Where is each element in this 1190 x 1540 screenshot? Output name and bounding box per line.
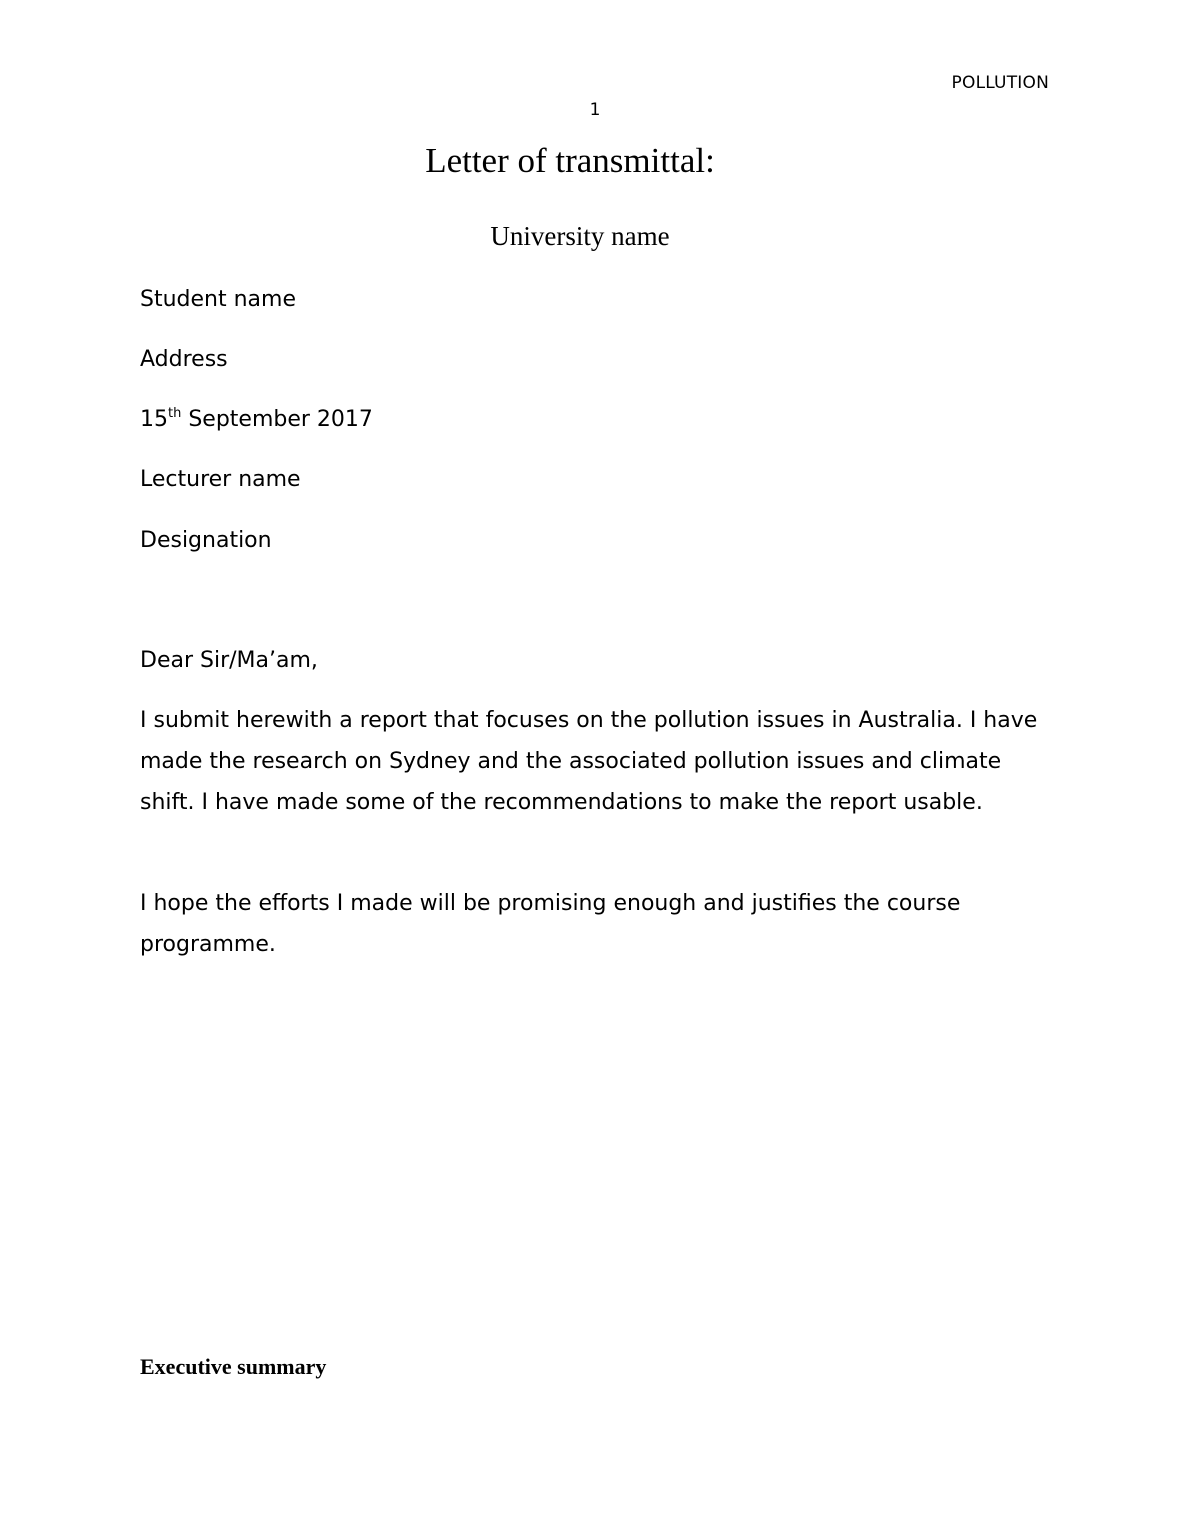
designation: Designation	[140, 528, 272, 553]
letter-date	[140, 407, 373, 433]
page-number: 1	[589, 100, 601, 120]
address: Address	[140, 347, 228, 372]
lecturer-name: Lecturer name	[140, 467, 301, 492]
date-month-year: September 2017	[181, 407, 373, 432]
body-paragraph-2: I hope the efforts I made will be promising enough and justifies the course programme.	[140, 891, 961, 957]
date-day: 15	[140, 407, 168, 432]
salutation: Dear Sir/Ma’am,	[140, 648, 318, 673]
student-name: Student name	[140, 287, 296, 312]
university-name: University name	[490, 221, 670, 251]
body-paragraph-1: I submit herewith a report that focuses on the pollution issues in Australia. I have made the research on Sydney and the associated pollution issues and climate shift. I have made some of the recommendations to make the report usable.	[140, 708, 1038, 815]
date-ordinal-suffix: th	[168, 406, 182, 421]
section-heading-executive-summary: Executive summary	[140, 1354, 327, 1379]
running-head: POLLUTION	[951, 73, 1049, 93]
page-title: Letter of transmittal:	[425, 141, 715, 180]
